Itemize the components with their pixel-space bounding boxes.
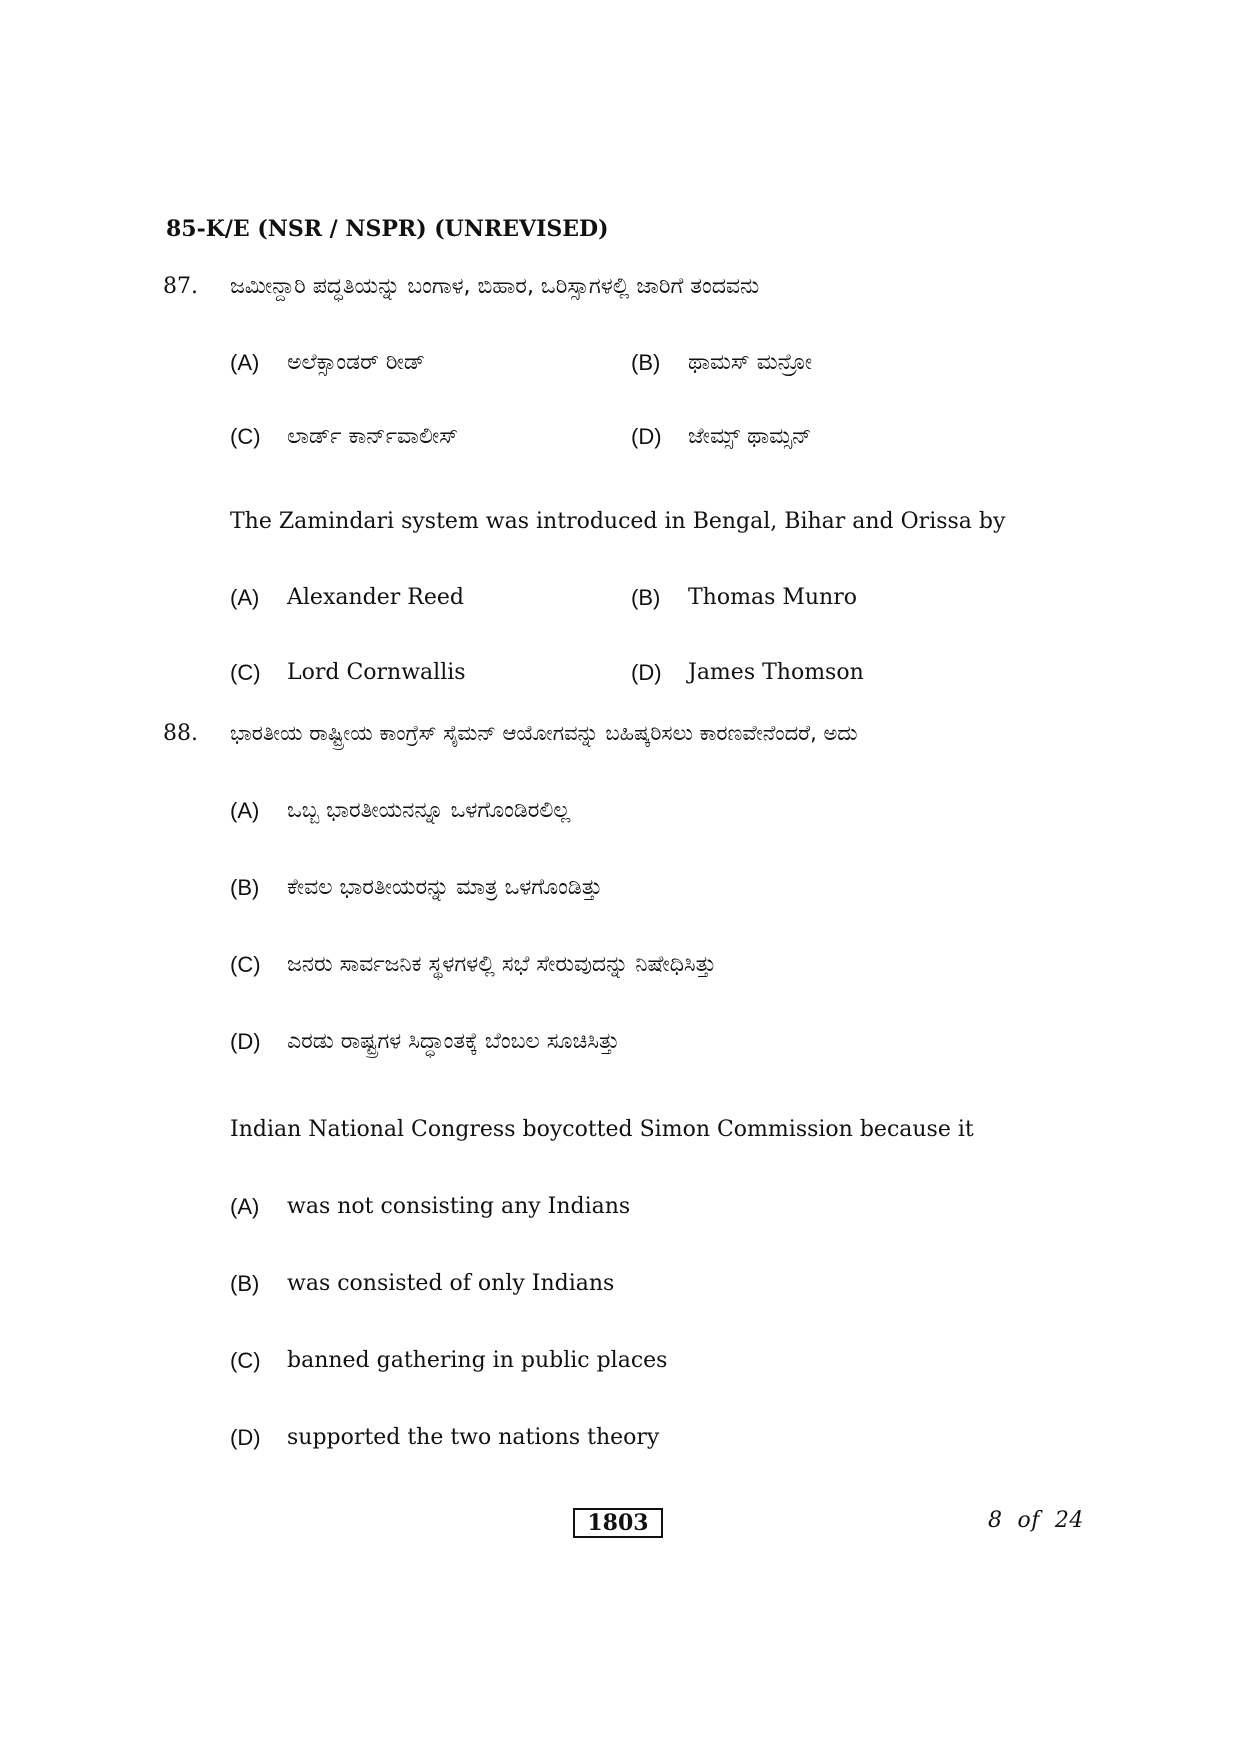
option-text-english: supported the two nations theory [287, 1425, 660, 1450]
option-label: (A) [230, 798, 260, 823]
option-label: (C) [230, 660, 261, 685]
option-label: (B) [631, 585, 661, 610]
option-text-kannada: ಕೇವಲ ಭಾರತೀಯರನ್ನು ಮಾತ್ರ ಒಳಗೊಂಡಿತ್ತು [287, 875, 603, 900]
option-text-kannada: ಅಲೆಕ್ಸಾಂಡರ್ ರೀಡ್ [287, 350, 426, 375]
option-label: (D) [230, 1425, 261, 1450]
option-text-kannada: ಒಬ್ಬ ಭಾರತೀಯನನ್ನೂ ಒಳಗೊಂಡಿರಲಿಲ್ಲ [287, 798, 571, 823]
option-label: (D) [631, 424, 662, 449]
question-text-kannada: ಜಮೀನ್ದಾರಿ ಪದ್ಧತಿಯನ್ನು ಬಂಗಾಳ, ಬಿಹಾರ, ಒರಿಸ್ಸಾಗಳಲ್ಲಿ ಜಾರಿಗೆ ತಂದವನು [230, 274, 760, 299]
option-text-english: was consisted of only Indians [287, 1271, 615, 1296]
question-text-kannada: ಭಾರತೀಯ ರಾಷ್ಟ್ರೀಯ ಕಾಂಗ್ರೆಸ್ ಸೈಮನ್ ಆಯೋಗವನ್ನು ಬಹಿಷ್ಕರಿಸಲು ಕಾರಣವೇನೆಂದರೆ, ಅದು [230, 721, 858, 745]
question-number: 88. [163, 721, 198, 746]
paper-code-header: 85-K/E (NSR / NSPR) (UNREVISED) [166, 216, 609, 242]
option-text-english: banned gathering in public places [287, 1348, 668, 1373]
option-label: (C) [230, 952, 261, 977]
question-text-english: The Zamindari system was introduced in Bengal, Bihar and Orissa by [230, 509, 1006, 534]
option-text-english: James Thomson [688, 660, 864, 685]
option-text-kannada: ಎರಡು ರಾಷ್ಟ್ರಗಳ ಸಿದ್ಧಾಂತಕ್ಕೆ ಬೆಂಬಲ ಸೂಚಿಸಿತ್ತು [287, 1029, 620, 1054]
option-text-kannada: ಲಾರ್ಡ್ ಕಾರ್ನ್‌ವಾಲೀಸ್ [287, 424, 459, 449]
option-text-english: Alexander Reed [287, 585, 464, 610]
option-label: (B) [230, 1271, 260, 1296]
option-text-kannada: ಜೇಮ್ಸ್ ಥಾಮ್ಸನ್ [688, 424, 812, 449]
option-label: (A) [230, 1194, 260, 1219]
option-label: (B) [631, 350, 661, 375]
paper-code-box: 1803 [573, 1508, 663, 1538]
option-text-kannada: ಜನರು ಸಾರ್ವಜನಿಕ ಸ್ಥಳಗಳಲ್ಲಿ ಸಭೆ ಸೇರುವುದನ್ನು ನಿಷೇಧಿಸಿತ್ತು [287, 952, 717, 977]
option-text-english: was not consisting any Indians [287, 1194, 631, 1219]
option-text-kannada: ಥಾಮಸ್ ಮನ್ರೋ [688, 350, 813, 375]
question-text-english: Indian National Congress boycotted Simon Commission because it [230, 1117, 974, 1142]
question-number: 87. [163, 274, 198, 299]
page-number: 8 of 24 [988, 1508, 1084, 1533]
option-label: (C) [230, 1348, 261, 1373]
option-label: (B) [230, 875, 260, 900]
option-label: (D) [631, 660, 662, 685]
option-label: (D) [230, 1029, 261, 1054]
option-text-english: Lord Cornwallis [287, 660, 466, 685]
option-label: (C) [230, 424, 261, 449]
option-text-english: Thomas Munro [688, 585, 857, 610]
option-label: (A) [230, 585, 260, 610]
option-label: (A) [230, 350, 260, 375]
